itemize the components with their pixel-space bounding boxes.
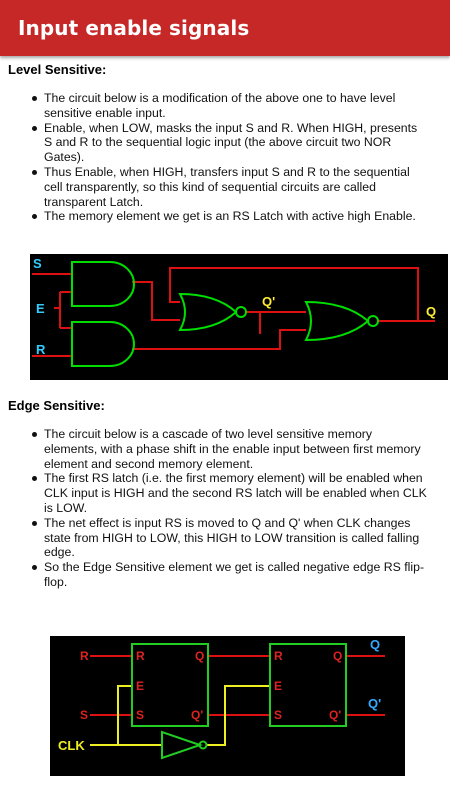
list-item: So the Edge Sensitive element we get is called negative edge RS flip-flop.	[32, 560, 428, 590]
nor-gate-upper	[180, 294, 236, 330]
level-latch-diagram	[30, 254, 448, 380]
latch2-q-pin: Q	[333, 649, 343, 663]
latch2-qbar-pin: Q'	[329, 708, 342, 722]
label-r-in: R	[80, 649, 89, 663]
nor-gate-lower	[306, 302, 368, 340]
inverter-gate	[162, 732, 200, 758]
latch2-s-pin: S	[274, 708, 283, 722]
latch2-e-pin: E	[274, 679, 283, 693]
edge-sensitive-list	[32, 427, 428, 590]
content-area[interactable]	[0, 56, 450, 800]
wire-and2-out	[132, 330, 306, 349]
edge-flipflop-schematic	[50, 636, 405, 776]
label-clk: CLK	[58, 738, 85, 753]
latch1-r-pin: R	[136, 649, 145, 663]
edge-sensitive-heading: Edge Sensitive:	[8, 398, 105, 413]
nor-gate-upper-bubble	[236, 307, 246, 317]
level-sensitive-list	[32, 91, 428, 224]
wire-q-feedback	[170, 268, 418, 321]
edge-flipflop-diagram	[50, 636, 405, 776]
label-q-out: Q	[370, 637, 381, 652]
list-item: The memory element we get is an RS Latch with active high Enable.	[32, 209, 428, 224]
label-s: S	[33, 256, 42, 271]
list-item: Enable, when LOW, masks the input S and R. When HIGH, presents S and R to the sequential logic input (the above circuit two NOR Gates).	[32, 121, 428, 165]
list-item: Thus Enable, when HIGH, transfers input S and R to the sequential cell transparently, so this kind of sequential circuits are called transparent Latch.	[32, 165, 428, 209]
list-item: The circuit below is a cascade of two level sensitive memory elements, with a phase shift in the enable input between first memory element and second memory element.	[32, 427, 428, 471]
label-e: E	[36, 301, 45, 316]
latch1-e-pin: E	[136, 679, 145, 693]
label-qbar-out: Q'	[368, 696, 382, 711]
label-s-in: S	[80, 708, 89, 722]
level-sensitive-heading: Level Sensitive:	[8, 62, 107, 77]
list-item: The first RS latch (i.e. the first memory element) will be enabled when CLK input is HIGH and the second RS latch will be enabled when CLK is LOW.	[32, 471, 428, 515]
list-item: The net effect is input RS is moved to Q and Q' when CLK changes state from HIGH to LOW, this HIGH to LOW transition is called falling edge.	[32, 516, 428, 560]
app-bar	[0, 0, 450, 56]
label-qbar: Q'	[262, 294, 276, 309]
latch1-s-pin: S	[136, 708, 145, 722]
latch2-r-pin: R	[274, 649, 283, 663]
list-item: The circuit below is a modification of the above one to have level sensitive enable input.	[32, 91, 428, 121]
page-title: Input enable signals	[18, 16, 250, 40]
latch1-q-pin: Q	[195, 649, 205, 663]
label-q: Q	[426, 304, 437, 319]
level-latch-schematic	[30, 254, 448, 380]
latch1-qbar-pin: Q'	[191, 708, 204, 722]
label-r: R	[36, 342, 46, 357]
and-gate-upper	[72, 262, 134, 306]
and-gate-lower	[72, 322, 134, 366]
